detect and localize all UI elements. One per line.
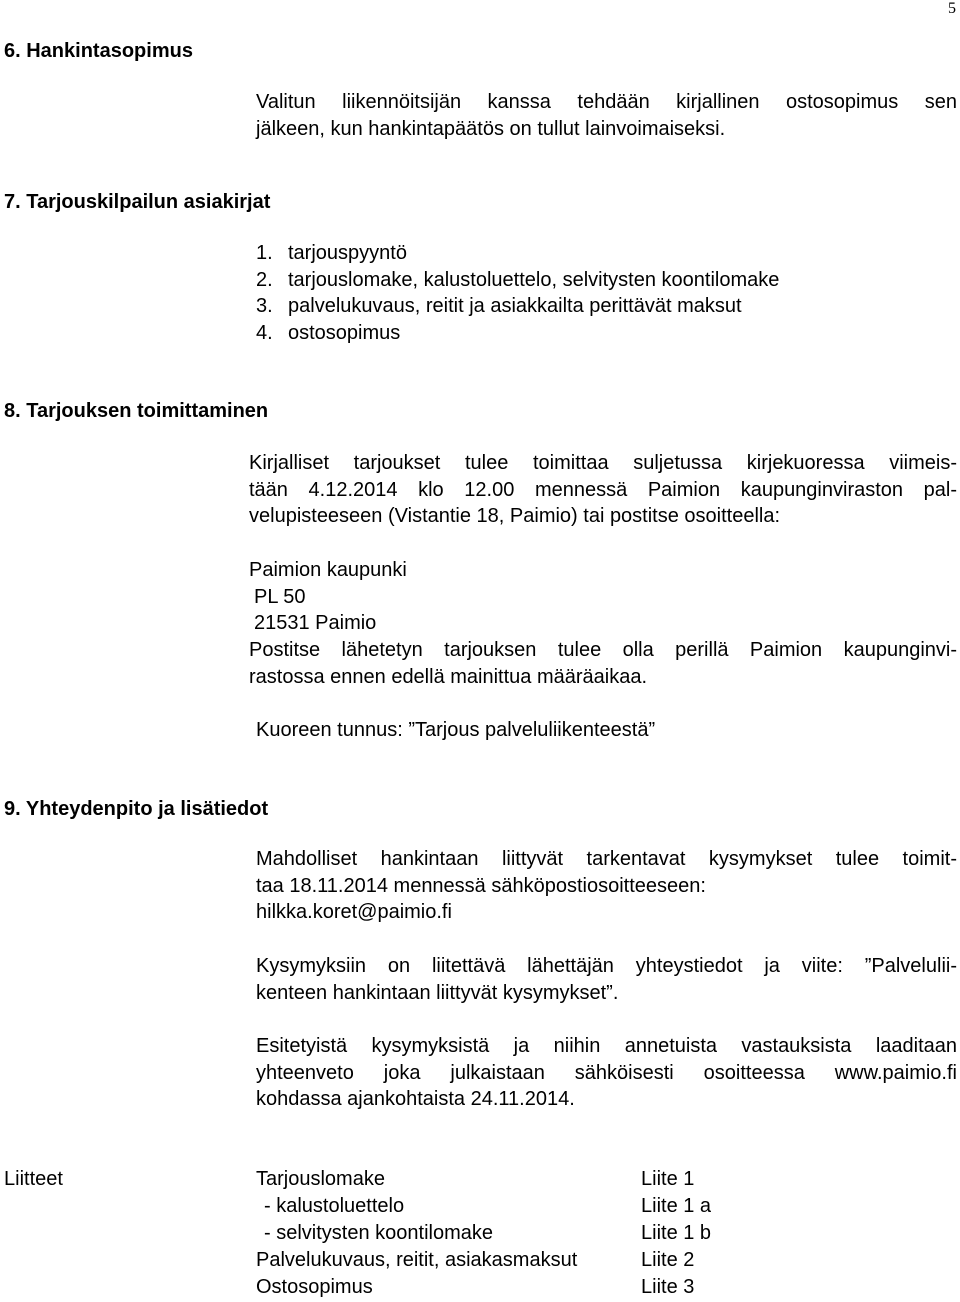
attachment-name: Ostosopimus xyxy=(256,1276,373,1298)
attachment-name: Palvelukuvaus, reitit, asiakasmaksut xyxy=(256,1249,578,1271)
attachment-ref: Liite 1 a xyxy=(641,1195,712,1217)
section-9-paragraph-3 xyxy=(256,1033,957,1113)
email-address: hilkka.koret@paimio.fi xyxy=(256,901,452,923)
address-line: PL 50 xyxy=(254,585,306,608)
attachment-ref: Liite 2 xyxy=(641,1249,695,1271)
text-line: yhteenveto joka julkaistaan sähköisesti osoitteessa www.paimio.fi xyxy=(256,1061,957,1084)
text-line: Kirjalliset tarjoukset tulee toimittaa suljetussa kirjekuoressa viimeis- xyxy=(249,452,957,474)
list-item: 4. ostosopimus xyxy=(256,321,401,344)
envelope-label: Kuoreen tunnus: ”Tarjous palveluliikenteestä” xyxy=(256,719,656,741)
text-line: Kysymyksiin on liitettävä lähettäjän yhteystiedot ja viite: ”Palvelulii- xyxy=(256,955,957,977)
text-line: tään 4.12.2014 klo 12.00 mennessä Paimion kaupunginviraston pal- xyxy=(249,478,957,501)
attachment-name: - kalustoluettelo xyxy=(264,1195,405,1217)
attachments-label: Liitteet xyxy=(4,1168,63,1190)
text-line: Postitse lähetetyn tarjouksen tulee olla perillä Paimion kaupunginvi- xyxy=(249,639,957,661)
address-line: Paimion kaupunki xyxy=(249,559,407,581)
section-8-paragraph-2 xyxy=(249,637,957,690)
list-item: 1. tarjouspyyntö xyxy=(256,242,407,264)
section-9-paragraph-2 xyxy=(256,953,957,1006)
page-number: 5 xyxy=(948,0,956,17)
document-list xyxy=(256,240,779,346)
section-8-paragraph-1 xyxy=(249,450,957,530)
attachment-name: - selvitysten koontilomake xyxy=(264,1222,493,1244)
section-heading-7: 7. Tarjouskilpailun asiakirjat xyxy=(4,191,271,213)
attachment-ref: Liite 1 xyxy=(641,1168,695,1190)
text-line: kenteen hankintaan liittyvät kysymykset”. xyxy=(256,981,619,1004)
list-item: 3. palvelukuvaus, reitit ja asiakkailta perittävät maksut xyxy=(256,295,742,317)
section-6-paragraph xyxy=(256,89,957,142)
text-line: Valitun liikennöitsijän kanssa tehdään kirjallinen ostosopimus sen xyxy=(256,91,957,113)
postal-address xyxy=(249,557,407,637)
section-heading-8: 8. Tarjouksen toimittaminen xyxy=(4,400,269,422)
section-heading-9: 9. Yhteydenpito ja lisätiedot xyxy=(4,798,269,820)
section-9-paragraph-1 xyxy=(256,846,957,926)
attachment-ref: Liite 1 b xyxy=(641,1222,712,1244)
text-line: rastossa ennen edellä mainittua määräaikaa. xyxy=(249,665,648,688)
text-line: Mahdolliset hankintaan liittyvät tarkentavat kysymykset tulee toimit- xyxy=(256,848,957,870)
text-line: kohdassa ajankohtaista 24.11.2014. xyxy=(256,1088,575,1110)
text-line: velupisteeseen (Vistantie 18, Paimio) tai postitse osoitteella: xyxy=(249,505,781,527)
attachment-ref: Liite 3 xyxy=(641,1276,695,1298)
attachment-name: Tarjouslomake xyxy=(256,1168,385,1190)
text-line: jälkeen, kun hankintapäätös on tullut lainvoimaiseksi. xyxy=(256,117,726,140)
text-line: taa 18.11.2014 mennessä sähköpostiosoitteeseen: xyxy=(256,874,706,897)
address-line: 21531 Paimio xyxy=(254,612,377,634)
list-item: 2. tarjouslomake, kalustoluettelo, selvitysten koontilomake xyxy=(256,268,780,291)
text-line: Esitetyistä kysymyksistä ja niihin annetuista vastauksista laaditaan xyxy=(256,1035,957,1057)
section-heading-6: 6. Hankintasopimus xyxy=(4,40,193,62)
